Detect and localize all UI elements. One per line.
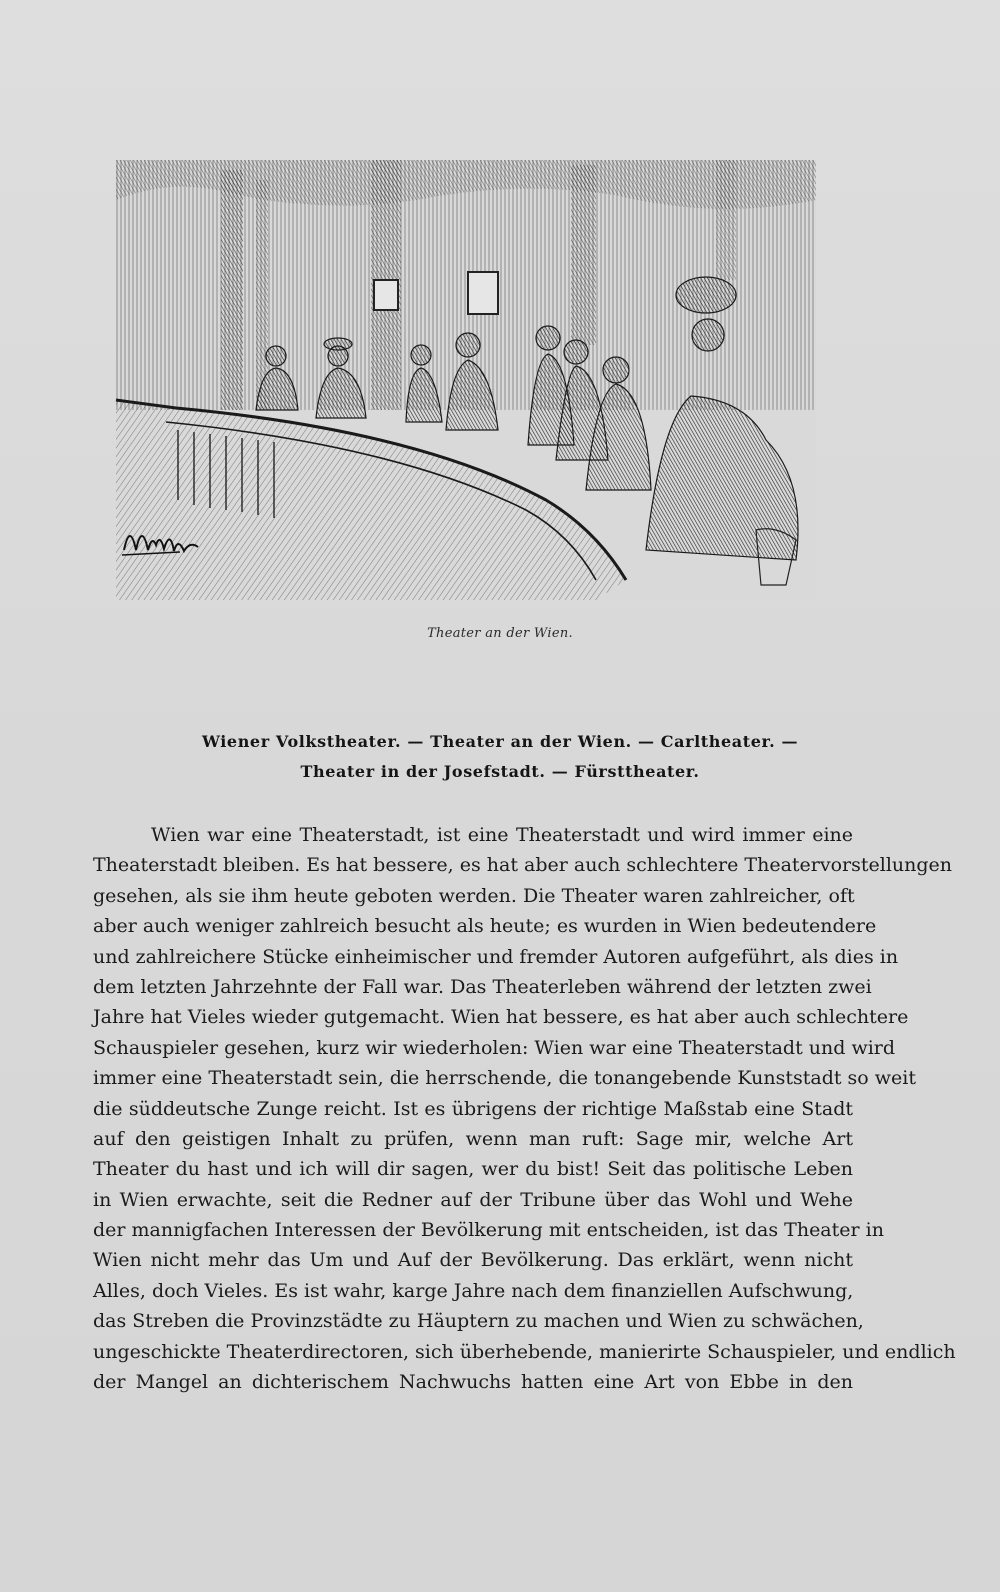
text-line: Alles, doch Vieles. Es ist wahr, karge Jahre nach dem finanziellen Aufschwung, [93, 1279, 854, 1302]
text-line: ungeschickte Theaterdirectoren, sich überhebende, manierirte Schauspieler, und endlich [93, 1340, 956, 1363]
text-line: dem letzten Jahrzehnte der Fall war. Das Theaterleben während der letzten zwei [93, 975, 872, 998]
text-line: und zahlreichere Stücke einheimischer und fremder Autoren aufgeführt, als dies in [93, 945, 899, 968]
chapter-heading-line-2: Theater in der Josefstadt. — Fürsttheater. [300, 762, 700, 781]
text-line: gesehen, als sie ihm heute geboten werden. Die Theater waren zahlreicher, oft [93, 884, 855, 907]
body-text [93, 820, 956, 1397]
text-line: Theaterstadt bleiben. Es hat bessere, es hat aber auch schlechtere Theatervorstellungen [93, 854, 953, 877]
text-line: Jahre hat Vieles wieder gutgemacht. Wien hat bessere, es hat aber auch schlechtere [93, 1006, 909, 1029]
text-line: in Wien erwachte, seit die Redner auf der Tribune über das Wohl und Wehe [93, 1188, 853, 1211]
illustration-caption: Theater an der Wien. [427, 626, 573, 641]
text-line: der Mangel an dichterischem Nachwuchs hatten eine Art von Ebbe in den [93, 1371, 853, 1394]
text-line: Schauspieler gesehen, kurz wir wiederholen: Wien war eine Theaterstadt und wird [93, 1036, 896, 1059]
text-line: Wien war eine Theaterstadt, ist eine Theaterstadt und wird immer eine [151, 824, 853, 846]
text-line: der mannigfachen Interessen der Bevölkerung mit entscheiden, ist das Theater in [93, 1219, 884, 1242]
text-line: aber auch weniger zahlreich besucht als heute; es wurden in Wien bedeutendere [93, 915, 877, 938]
text-line: Wien nicht mehr das Um und Auf der Bevölkerung. Das erklärt, wenn nicht [93, 1249, 853, 1272]
text-line: Theater du hast und ich will dir sagen, wer du bist! Seit das politische Leben [93, 1158, 853, 1181]
text-line: das Streben die Provinzstädte zu Häuptern zu machen und Wien zu schwächen, [93, 1310, 864, 1333]
text-line: die süddeutsche Zunge reicht. Ist es übrigens der richtige Maßstab eine Stadt [93, 1097, 853, 1120]
text-line: immer eine Theaterstadt sein, die herrschende, die tonangebende Kunststadt so weit [93, 1067, 916, 1090]
text-line: auf den geistigen Inhalt zu prüfen, wenn man ruft: Sage mir, welche Art [93, 1127, 853, 1150]
chapter-heading-line-1: Wiener Volkstheater. — Theater an der Wien. — Carltheater. — [201, 732, 799, 751]
theatre-engraving-illustration [116, 160, 816, 600]
